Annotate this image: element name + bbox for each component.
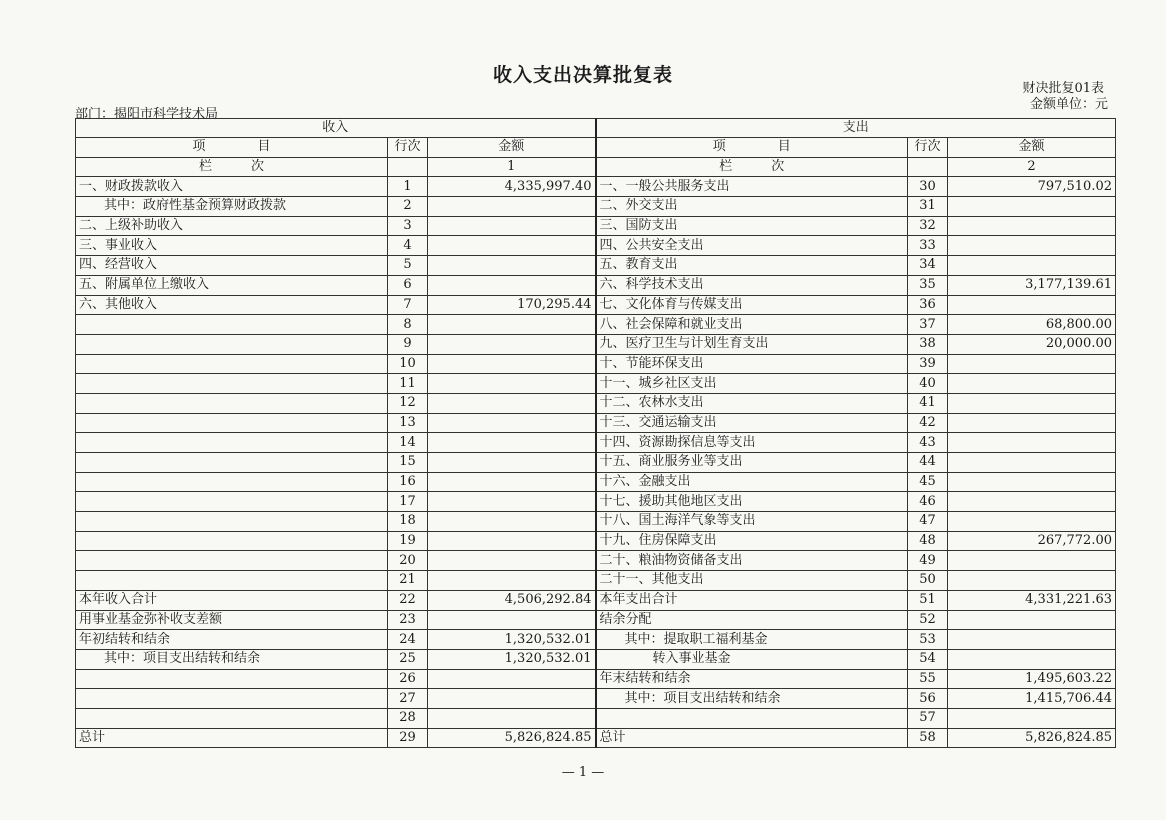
table-row <box>76 177 1116 197</box>
table-row <box>76 630 1116 650</box>
expense-amount <box>948 256 1116 276</box>
expense-item: 五、教育支出 <box>596 256 908 276</box>
expense-item: 十二、农林水支出 <box>596 393 908 413</box>
expense-row-no: 48 <box>908 531 948 551</box>
expense-amount <box>948 216 1116 236</box>
income-row-no: 23 <box>388 610 428 630</box>
expense-row-no: 51 <box>908 590 948 610</box>
column-number-left: 1 <box>428 157 596 177</box>
expense-header: 支出 <box>596 119 1116 138</box>
table-row <box>76 669 1116 689</box>
expense-row-no: 47 <box>908 512 948 532</box>
expense-amount: 1,415,706.44 <box>948 689 1116 709</box>
expense-row-no: 30 <box>908 177 948 197</box>
income-amount <box>428 689 596 709</box>
expense-row-no: 58 <box>908 728 948 748</box>
income-item: 六、其他收入 <box>76 295 388 315</box>
expense-item: 一、一般公共服务支出 <box>596 177 908 197</box>
income-amount <box>428 492 596 512</box>
expense-amount: 5,826,824.85 <box>948 728 1116 748</box>
table-row <box>76 236 1116 256</box>
expense-amount <box>948 197 1116 217</box>
income-item <box>76 334 388 354</box>
income-amount: 4,506,292.84 <box>428 590 596 610</box>
income-item: 四、经营收入 <box>76 256 388 276</box>
expense-amount <box>948 630 1116 650</box>
expense-amount <box>948 374 1116 394</box>
income-item <box>76 531 388 551</box>
income-item: 三、事业收入 <box>76 236 388 256</box>
income-amount <box>428 393 596 413</box>
income-row-no: 14 <box>388 433 428 453</box>
table-row <box>76 728 1116 748</box>
expense-row-no: 56 <box>908 689 948 709</box>
expense-row-no: 40 <box>908 374 948 394</box>
income-amount <box>428 236 596 256</box>
row-no-header-left: 行次 <box>388 138 428 158</box>
column-blank-left <box>388 157 428 177</box>
expense-item: 总计 <box>596 728 908 748</box>
income-item <box>76 492 388 512</box>
income-item <box>76 669 388 689</box>
income-row-no: 28 <box>388 708 428 728</box>
expense-amount <box>948 551 1116 571</box>
income-amount <box>428 453 596 473</box>
expense-item: 六、科学技术支出 <box>596 275 908 295</box>
income-row-no: 13 <box>388 413 428 433</box>
income-item <box>76 689 388 709</box>
income-row-no: 4 <box>388 236 428 256</box>
income-item: 年初结转和结余 <box>76 630 388 650</box>
item-header-right: 项 目 <box>596 138 908 158</box>
expense-row-no: 31 <box>908 197 948 217</box>
expense-row-no: 37 <box>908 315 948 335</box>
expense-item: 十九、住房保障支出 <box>596 531 908 551</box>
income-row-no: 5 <box>388 256 428 276</box>
expense-item: 十一、城乡社区支出 <box>596 374 908 394</box>
budget-table <box>75 118 1116 748</box>
income-header: 收入 <box>76 119 596 138</box>
income-amount <box>428 334 596 354</box>
expense-amount <box>948 708 1116 728</box>
income-item: 二、上级补助收入 <box>76 216 388 236</box>
expense-item: 其中：项目支出结转和结余 <box>596 689 908 709</box>
expense-amount <box>948 236 1116 256</box>
income-item: 本年收入合计 <box>76 590 388 610</box>
amount-header-right: 金额 <box>948 138 1116 158</box>
income-item <box>76 374 388 394</box>
column-blank-right <box>908 157 948 177</box>
income-amount <box>428 433 596 453</box>
income-row-no: 3 <box>388 216 428 236</box>
expense-item: 结余分配 <box>596 610 908 630</box>
expense-item: 十、节能环保支出 <box>596 354 908 374</box>
income-amount <box>428 571 596 591</box>
income-amount: 5,826,824.85 <box>428 728 596 748</box>
table-row <box>76 708 1116 728</box>
income-amount: 1,320,532.01 <box>428 649 596 669</box>
expense-row-no: 44 <box>908 453 948 473</box>
expense-item: 二十、粮油物资储备支出 <box>596 551 908 571</box>
income-row-no: 18 <box>388 512 428 532</box>
income-amount <box>428 256 596 276</box>
expense-amount <box>948 354 1116 374</box>
income-item <box>76 315 388 335</box>
expense-amount: 68,800.00 <box>948 315 1116 335</box>
income-row-no: 19 <box>388 531 428 551</box>
page-number: — 1 — <box>561 765 605 780</box>
income-row-no: 6 <box>388 275 428 295</box>
income-item <box>76 393 388 413</box>
income-item: 其中：政府性基金预算财政拨款 <box>76 197 388 217</box>
report-title: 收入支出决算批复表 <box>492 64 673 86</box>
table-row <box>76 216 1116 236</box>
table-row <box>76 197 1116 217</box>
table-row <box>76 492 1116 512</box>
expense-item: 十四、资源勘探信息等支出 <box>596 433 908 453</box>
income-amount <box>428 531 596 551</box>
table-row <box>76 275 1116 295</box>
table-row <box>76 649 1116 669</box>
income-item <box>76 413 388 433</box>
amount-unit: 金额单位：元 <box>1029 97 1108 112</box>
income-item <box>76 512 388 532</box>
income-amount: 1,320,532.01 <box>428 630 596 650</box>
expense-item: 转入事业基金 <box>596 649 908 669</box>
income-item <box>76 708 388 728</box>
table-row <box>76 393 1116 413</box>
income-row-no: 12 <box>388 393 428 413</box>
income-row-no: 24 <box>388 630 428 650</box>
expense-row-no: 53 <box>908 630 948 650</box>
income-amount <box>428 315 596 335</box>
expense-item: 其中：提取职工福利基金 <box>596 630 908 650</box>
expense-row-no: 54 <box>908 649 948 669</box>
expense-item: 二十一、其他支出 <box>596 571 908 591</box>
expense-row-no: 39 <box>908 354 948 374</box>
income-item <box>76 453 388 473</box>
expense-amount: 267,772.00 <box>948 531 1116 551</box>
income-amount <box>428 669 596 689</box>
expense-item: 十八、国土海洋气象等支出 <box>596 512 908 532</box>
department-label: 部门：揭阳市科学技术局 <box>75 107 219 122</box>
income-item <box>76 472 388 492</box>
expense-amount: 797,510.02 <box>948 177 1116 197</box>
table-row <box>76 413 1116 433</box>
table-row <box>76 689 1116 709</box>
column-number-right: 2 <box>948 157 1116 177</box>
income-row-no: 15 <box>388 453 428 473</box>
expense-row-no: 42 <box>908 413 948 433</box>
expense-item: 四、公共安全支出 <box>596 236 908 256</box>
income-row-no: 7 <box>388 295 428 315</box>
expense-item: 二、外交支出 <box>596 197 908 217</box>
expense-amount <box>948 610 1116 630</box>
table-row <box>76 295 1116 315</box>
expense-item: 十五、商业服务业等支出 <box>596 453 908 473</box>
table-row <box>76 374 1116 394</box>
expense-row-no: 36 <box>908 295 948 315</box>
expense-amount <box>948 472 1116 492</box>
income-row-no: 29 <box>388 728 428 748</box>
income-amount <box>428 708 596 728</box>
row-no-header-right: 行次 <box>908 138 948 158</box>
column-label-right: 栏 次 <box>596 157 908 177</box>
item-header-left: 项 目 <box>76 138 388 158</box>
expense-item: 三、国防支出 <box>596 216 908 236</box>
expense-amount <box>948 433 1116 453</box>
income-row-no: 17 <box>388 492 428 512</box>
income-row-no: 10 <box>388 354 428 374</box>
expense-item <box>596 708 908 728</box>
expense-amount <box>948 453 1116 473</box>
expense-row-no: 45 <box>908 472 948 492</box>
expense-amount <box>948 571 1116 591</box>
income-amount <box>428 354 596 374</box>
table-row <box>76 472 1116 492</box>
table-row <box>76 453 1116 473</box>
income-row-no: 9 <box>388 334 428 354</box>
expense-amount <box>948 649 1116 669</box>
expense-row-no: 32 <box>908 216 948 236</box>
expense-amount <box>948 413 1116 433</box>
expense-amount <box>948 295 1116 315</box>
income-amount <box>428 275 596 295</box>
expense-row-no: 55 <box>908 669 948 689</box>
income-row-no: 2 <box>388 197 428 217</box>
expense-amount <box>948 393 1116 413</box>
table-row <box>76 551 1116 571</box>
income-amount <box>428 472 596 492</box>
table-row <box>76 334 1116 354</box>
income-item: 用事业基金弥补收支差额 <box>76 610 388 630</box>
income-amount <box>428 374 596 394</box>
expense-item: 十六、金融支出 <box>596 472 908 492</box>
income-item <box>76 571 388 591</box>
income-amount <box>428 197 596 217</box>
income-row-no: 26 <box>388 669 428 689</box>
income-amount <box>428 610 596 630</box>
income-amount <box>428 413 596 433</box>
table-row <box>76 590 1116 610</box>
expense-row-no: 50 <box>908 571 948 591</box>
income-row-no: 1 <box>388 177 428 197</box>
expense-row-no: 49 <box>908 551 948 571</box>
expense-item: 八、社会保障和就业支出 <box>596 315 908 335</box>
expense-amount: 4,331,221.63 <box>948 590 1116 610</box>
income-item <box>76 433 388 453</box>
income-item: 总计 <box>76 728 388 748</box>
expense-item: 九、医疗卫生与计划生育支出 <box>596 334 908 354</box>
expense-amount <box>948 512 1116 532</box>
income-amount: 170,295.44 <box>428 295 596 315</box>
table-row <box>76 512 1116 532</box>
income-row-no: 25 <box>388 649 428 669</box>
expense-row-no: 35 <box>908 275 948 295</box>
expense-row-no: 34 <box>908 256 948 276</box>
expense-item: 十七、援助其他地区支出 <box>596 492 908 512</box>
expense-item: 年末结转和结余 <box>596 669 908 689</box>
expense-row-no: 43 <box>908 433 948 453</box>
income-row-no: 16 <box>388 472 428 492</box>
income-row-no: 27 <box>388 689 428 709</box>
income-amount: 4,335,997.40 <box>428 177 596 197</box>
form-number: 财决批复01表 <box>1022 81 1104 96</box>
expense-amount: 1,495,603.22 <box>948 669 1116 689</box>
income-row-no: 11 <box>388 374 428 394</box>
income-amount <box>428 512 596 532</box>
expense-amount: 20,000.00 <box>948 334 1116 354</box>
expense-row-no: 57 <box>908 708 948 728</box>
income-item <box>76 354 388 374</box>
expense-row-no: 46 <box>908 492 948 512</box>
expense-item: 十三、交通运输支出 <box>596 413 908 433</box>
income-item: 其中：项目支出结转和结余 <box>76 649 388 669</box>
expense-row-no: 38 <box>908 334 948 354</box>
expense-item: 七、文化体育与传媒支出 <box>596 295 908 315</box>
table-row <box>76 531 1116 551</box>
income-row-no: 21 <box>388 571 428 591</box>
column-label-left: 栏 次 <box>76 157 388 177</box>
income-item <box>76 551 388 571</box>
table-row <box>76 610 1116 630</box>
income-item: 五、附属单位上缴收入 <box>76 275 388 295</box>
expense-amount: 3,177,139.61 <box>948 275 1116 295</box>
expense-row-no: 41 <box>908 393 948 413</box>
expense-item: 本年支出合计 <box>596 590 908 610</box>
expense-row-no: 52 <box>908 610 948 630</box>
income-row-no: 22 <box>388 590 428 610</box>
table-row <box>76 315 1116 335</box>
income-amount <box>428 216 596 236</box>
income-row-no: 8 <box>388 315 428 335</box>
income-row-no: 20 <box>388 551 428 571</box>
amount-header-left: 金额 <box>428 138 596 158</box>
table-row <box>76 256 1116 276</box>
income-amount <box>428 551 596 571</box>
income-item: 一、财政拨款收入 <box>76 177 388 197</box>
expense-row-no: 33 <box>908 236 948 256</box>
table-row <box>76 354 1116 374</box>
table-row <box>76 433 1116 453</box>
expense-amount <box>948 492 1116 512</box>
table-row <box>76 571 1116 591</box>
